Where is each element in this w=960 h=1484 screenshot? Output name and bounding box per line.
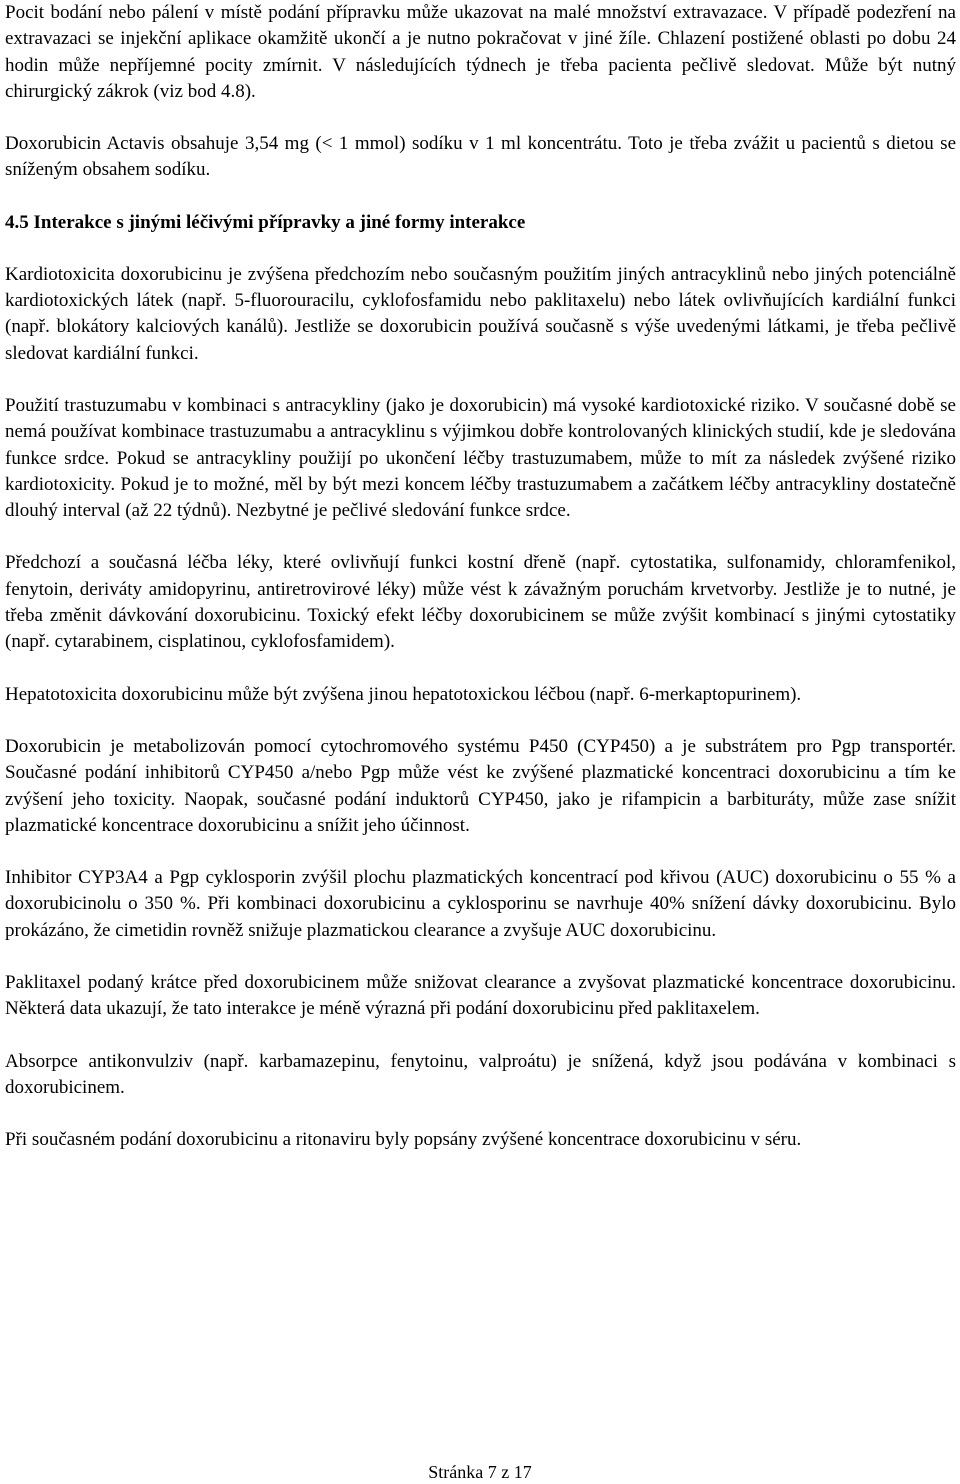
page-footer [0,1462,960,1482]
paragraph-cyclosporin: Inhibitor CYP3A4 a Pgp cyklosporin zvýšil plochu plazmatických koncentrací pod křivou (AUC) doxorubicinu o 55 % a doxorubicinolu o 350 %. Při kombinaci doxorubicinu a cyklosporinu se navrhuje 40% snížení dávky doxorubicinu. Bylo prokázáno, že cimetidin rovněž snižuje plazmatickou clearance a zvyšuje AUC doxorubicinu. [5,867,956,941]
document-page [5,0,956,1154]
paragraph-ritonavir: Při současném podání doxorubicinu a ritonaviru byly popsány zvýšené koncentrace doxorubicinu v séru. [5,1129,802,1151]
section-heading-interactions: 4.5 Interakce s jinými léčivými přípravky a jiné formy interakce [5,211,526,233]
paragraph-anticonvulsants: Absorpce antikonvulziv (např. karbamazepinu, fenytoinu, valproátu) je snížená, když jsou podávána v kombinaci s doxorubicinem. [5,1050,956,1098]
paragraph-trastuzumab: Použití trastuzumabu v kombinaci s antracykliny (jako je doxorubicin) má vysoké kardiotoxické riziko. V současné době se nemá používat kombinace trastuzumabu a antracyklinu s výjimkou dobře kontrolovaných klinických studií, kde je sledována funkce srdce. Pokud se antracykliny použijí po ukončení léčby trastuzumabem, může to mít za následek zvýšené riziko kardiotoxicity. Pokud je to možné, měl by být mezi koncem léčby trastuzumabem a začátkem léčby antracykliny dostatečně dlouhý interval (až 22 týdnů). Nezbytné je pečlivé sledování funkce srdce. [5,394,956,522]
paragraph-cyp450: Doxorubicin je metabolizován pomocí cytochromového systému P450 (CYP450) a je substrátem pro Pgp transportér. Současné podání inhibitorů CYP450 a/nebo Pgp může vést ke zvýšené plazmatické koncentraci doxorubicinu a tím ke zvýšení jeho toxicity. Naopak, současné podání induktorů CYP450, jako je rifampicin a barbituráty, může zase snížit plazmatické koncentrace doxorubicinu a snížit jeho účinnost. [5,735,956,836]
paragraph-extravasation: Pocit bodání nebo pálení v místě podání přípravku může ukazovat na malé množství extravazace. V případě podezření na extravazaci se injekční aplikace okamžitě ukončí a je nutno pokračovat v jiné žíle. Chlazení postižené oblasti po dobu 24 hodin může nepříjemné pocity zmírnit. V následujících týdnech je třeba pacienta pečlivě sledovat. Může být nutný chirurgický zákrok (viz bod 4.8). [5,2,956,102]
paragraph-bone-marrow: Předchozí a současná léčba léky, které ovlivňují funkci kostní dřeně (např. cytostatika, sulfonamidy, chloramfenikol, fenytoin, deriváty amidopyrinu, antiretrovirové léky) může vést k závažným poruchám krvetvorby. Jestliže je to nutné, je třeba změnit dávkování doxorubicinu. Toxický efekt léčby doxorubicinem se může zvýšit kombinací s jinými cytostatiky (např. cytarabinem, cisplatinou, cyklofosfamidem). [5,552,956,653]
paragraph-sodium-content: Doxorubicin Actavis obsahuje 3,54 mg (< 1 mmol) sodíku v 1 ml koncentrátu. Toto je třeba zvážit u pacientů s dietou se sníženým obsahem sodíku. [5,133,956,181]
paragraph-paclitaxel: Paklitaxel podaný krátce před doxorubicinem může snižovat clearance a zvyšovat plazmatické koncentrace doxorubicinu. Některá data ukazují, že tato interakce je méně výrazná při podání doxorubicinu před paklitaxelem. [5,972,956,1020]
page-number: Stránka 7 z 17 [428,1462,532,1482]
paragraph-hepatotoxicity: Hepatotoxicita doxorubicinu může být zvýšena jinou hepatotoxickou léčbou (např. 6-merkaptopurinem). [5,683,802,705]
paragraph-cardiotoxicity: Kardiotoxicita doxorubicinu je zvýšena předchozím nebo současným použitím jiných antracyklinů nebo jiných potenciálně kardiotoxických látek (např. 5-fluorouracilu, cyklofosfamidu nebo paklitaxelu) nebo látek ovlivňujících kardiální funkci (např. blokátory kalciových kanálů). Jestliže se doxorubicin používá současně s výše uvedenými látkami, je třeba pečlivě sledovat kardiální funkci. [5,263,956,364]
